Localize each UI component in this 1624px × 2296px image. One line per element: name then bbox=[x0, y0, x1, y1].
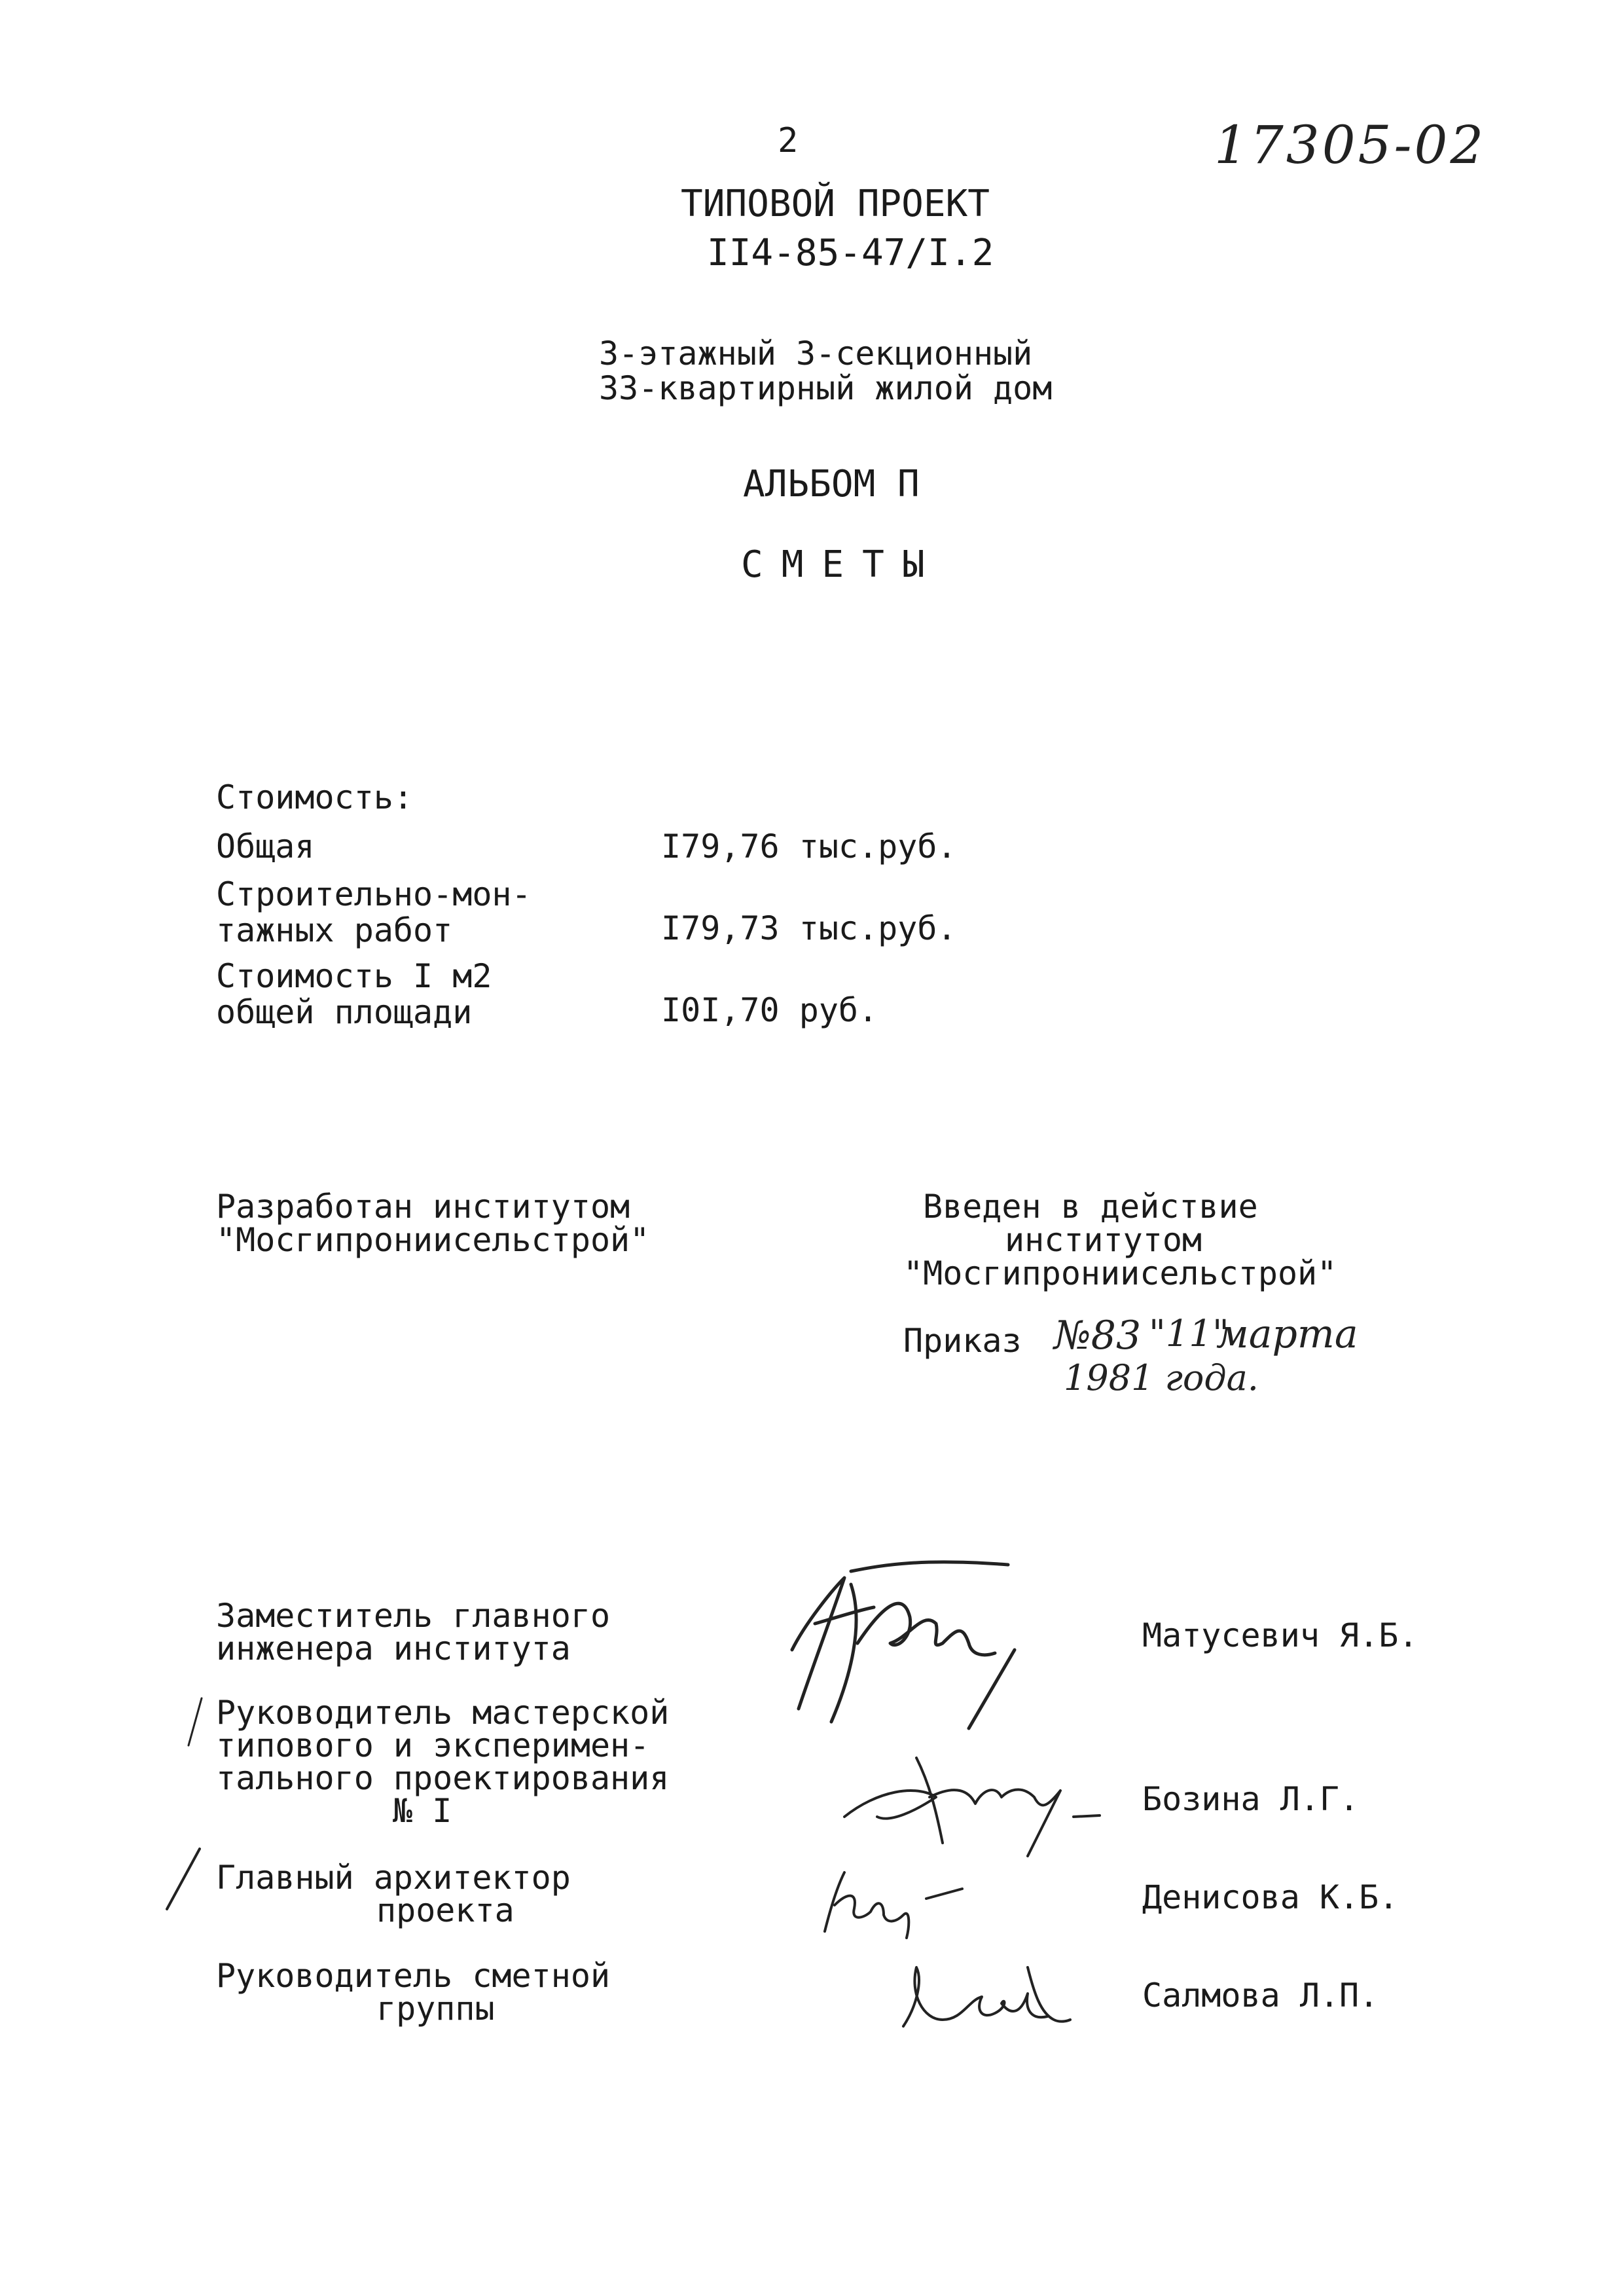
cost-row-construction-label: Строительно-мон- bbox=[216, 875, 532, 913]
signatory-4-title: Руководитель сметной bbox=[216, 1957, 611, 1995]
cost-row-per-m2-value: I0I,70 руб. bbox=[661, 991, 878, 1029]
cost-heading: Стоимость: bbox=[216, 778, 414, 816]
signatory-4-name: Салмова Л.П. bbox=[1142, 1977, 1379, 2014]
margin-check-mark-1 bbox=[185, 1696, 204, 1748]
order-label: Приказ bbox=[903, 1322, 1022, 1360]
enacted-line-1: Введен в действие bbox=[923, 1188, 1258, 1226]
cost-row-per-m2-label: Стоимость I м2 bbox=[216, 957, 492, 995]
signature-4 bbox=[890, 1954, 1074, 2039]
order-year: 1981 года. bbox=[1064, 1357, 1259, 1398]
signatory-1-title-2: инженера института bbox=[216, 1630, 571, 1667]
signatory-2-title-2: типового и эксперимен- bbox=[216, 1726, 650, 1764]
cost-row-total-label: Общая bbox=[216, 828, 315, 866]
cost-row-per-m2-label-2: общей площади bbox=[216, 993, 473, 1031]
enacted-line-3: "Мосгипрониисельстрой" bbox=[903, 1254, 1337, 1292]
signatory-2-title-3: тального проектирования bbox=[216, 1759, 670, 1797]
album-number: АЛЬБОМ П bbox=[743, 463, 920, 505]
signatory-1-title: Заместитель главного bbox=[216, 1597, 611, 1635]
section-title: СМЕТЫ bbox=[741, 543, 943, 586]
subject-line-2: 33-квартирный жилой дом bbox=[599, 369, 1053, 407]
document-type: ТИПОВОЙ ПРОЕКТ bbox=[681, 183, 990, 225]
signatory-2-title-4: № I bbox=[393, 1792, 452, 1830]
subject-line-1: 3-этажный 3-секционный bbox=[599, 335, 1033, 373]
signatory-2-title: Руководитель мастерской bbox=[216, 1694, 670, 1732]
enacted-line-2: институтом bbox=[1005, 1221, 1202, 1259]
developed-line-1: Разработан институтом bbox=[216, 1188, 630, 1226]
order-month: марта bbox=[1216, 1311, 1358, 1357]
cost-row-total-value: I79,76 тыс.руб. bbox=[661, 828, 957, 866]
signatory-3-title-2: проекта bbox=[376, 1891, 514, 1929]
signatory-4-title-2: группы bbox=[376, 1990, 495, 2028]
order-number: №83 bbox=[1054, 1313, 1142, 1358]
signatory-1-name: Матусевич Я.Б. bbox=[1142, 1616, 1418, 1654]
signature-2 bbox=[838, 1745, 1113, 1863]
signature-3 bbox=[812, 1859, 969, 1944]
archive-number: 17305-02 bbox=[1214, 115, 1487, 175]
signatory-3-name: Денисова К.Б. bbox=[1142, 1878, 1399, 1916]
margin-check-mark-2 bbox=[164, 1846, 203, 1912]
project-code: II4-85-47/I.2 bbox=[707, 232, 994, 274]
signatory-2-name: Бозина Л.Г. bbox=[1142, 1780, 1360, 1818]
signature-1 bbox=[753, 1545, 1028, 1741]
cost-row-construction-label-2: тажных работ bbox=[216, 911, 453, 949]
page-number: 2 bbox=[778, 121, 799, 160]
order-day: "11" bbox=[1149, 1313, 1229, 1355]
cost-row-construction-value: I79,73 тыс.руб. bbox=[661, 909, 957, 947]
developed-line-2: "Моcгипрониисельстрой" bbox=[216, 1221, 650, 1259]
signatory-3-title: Главный архитектор bbox=[216, 1859, 571, 1897]
